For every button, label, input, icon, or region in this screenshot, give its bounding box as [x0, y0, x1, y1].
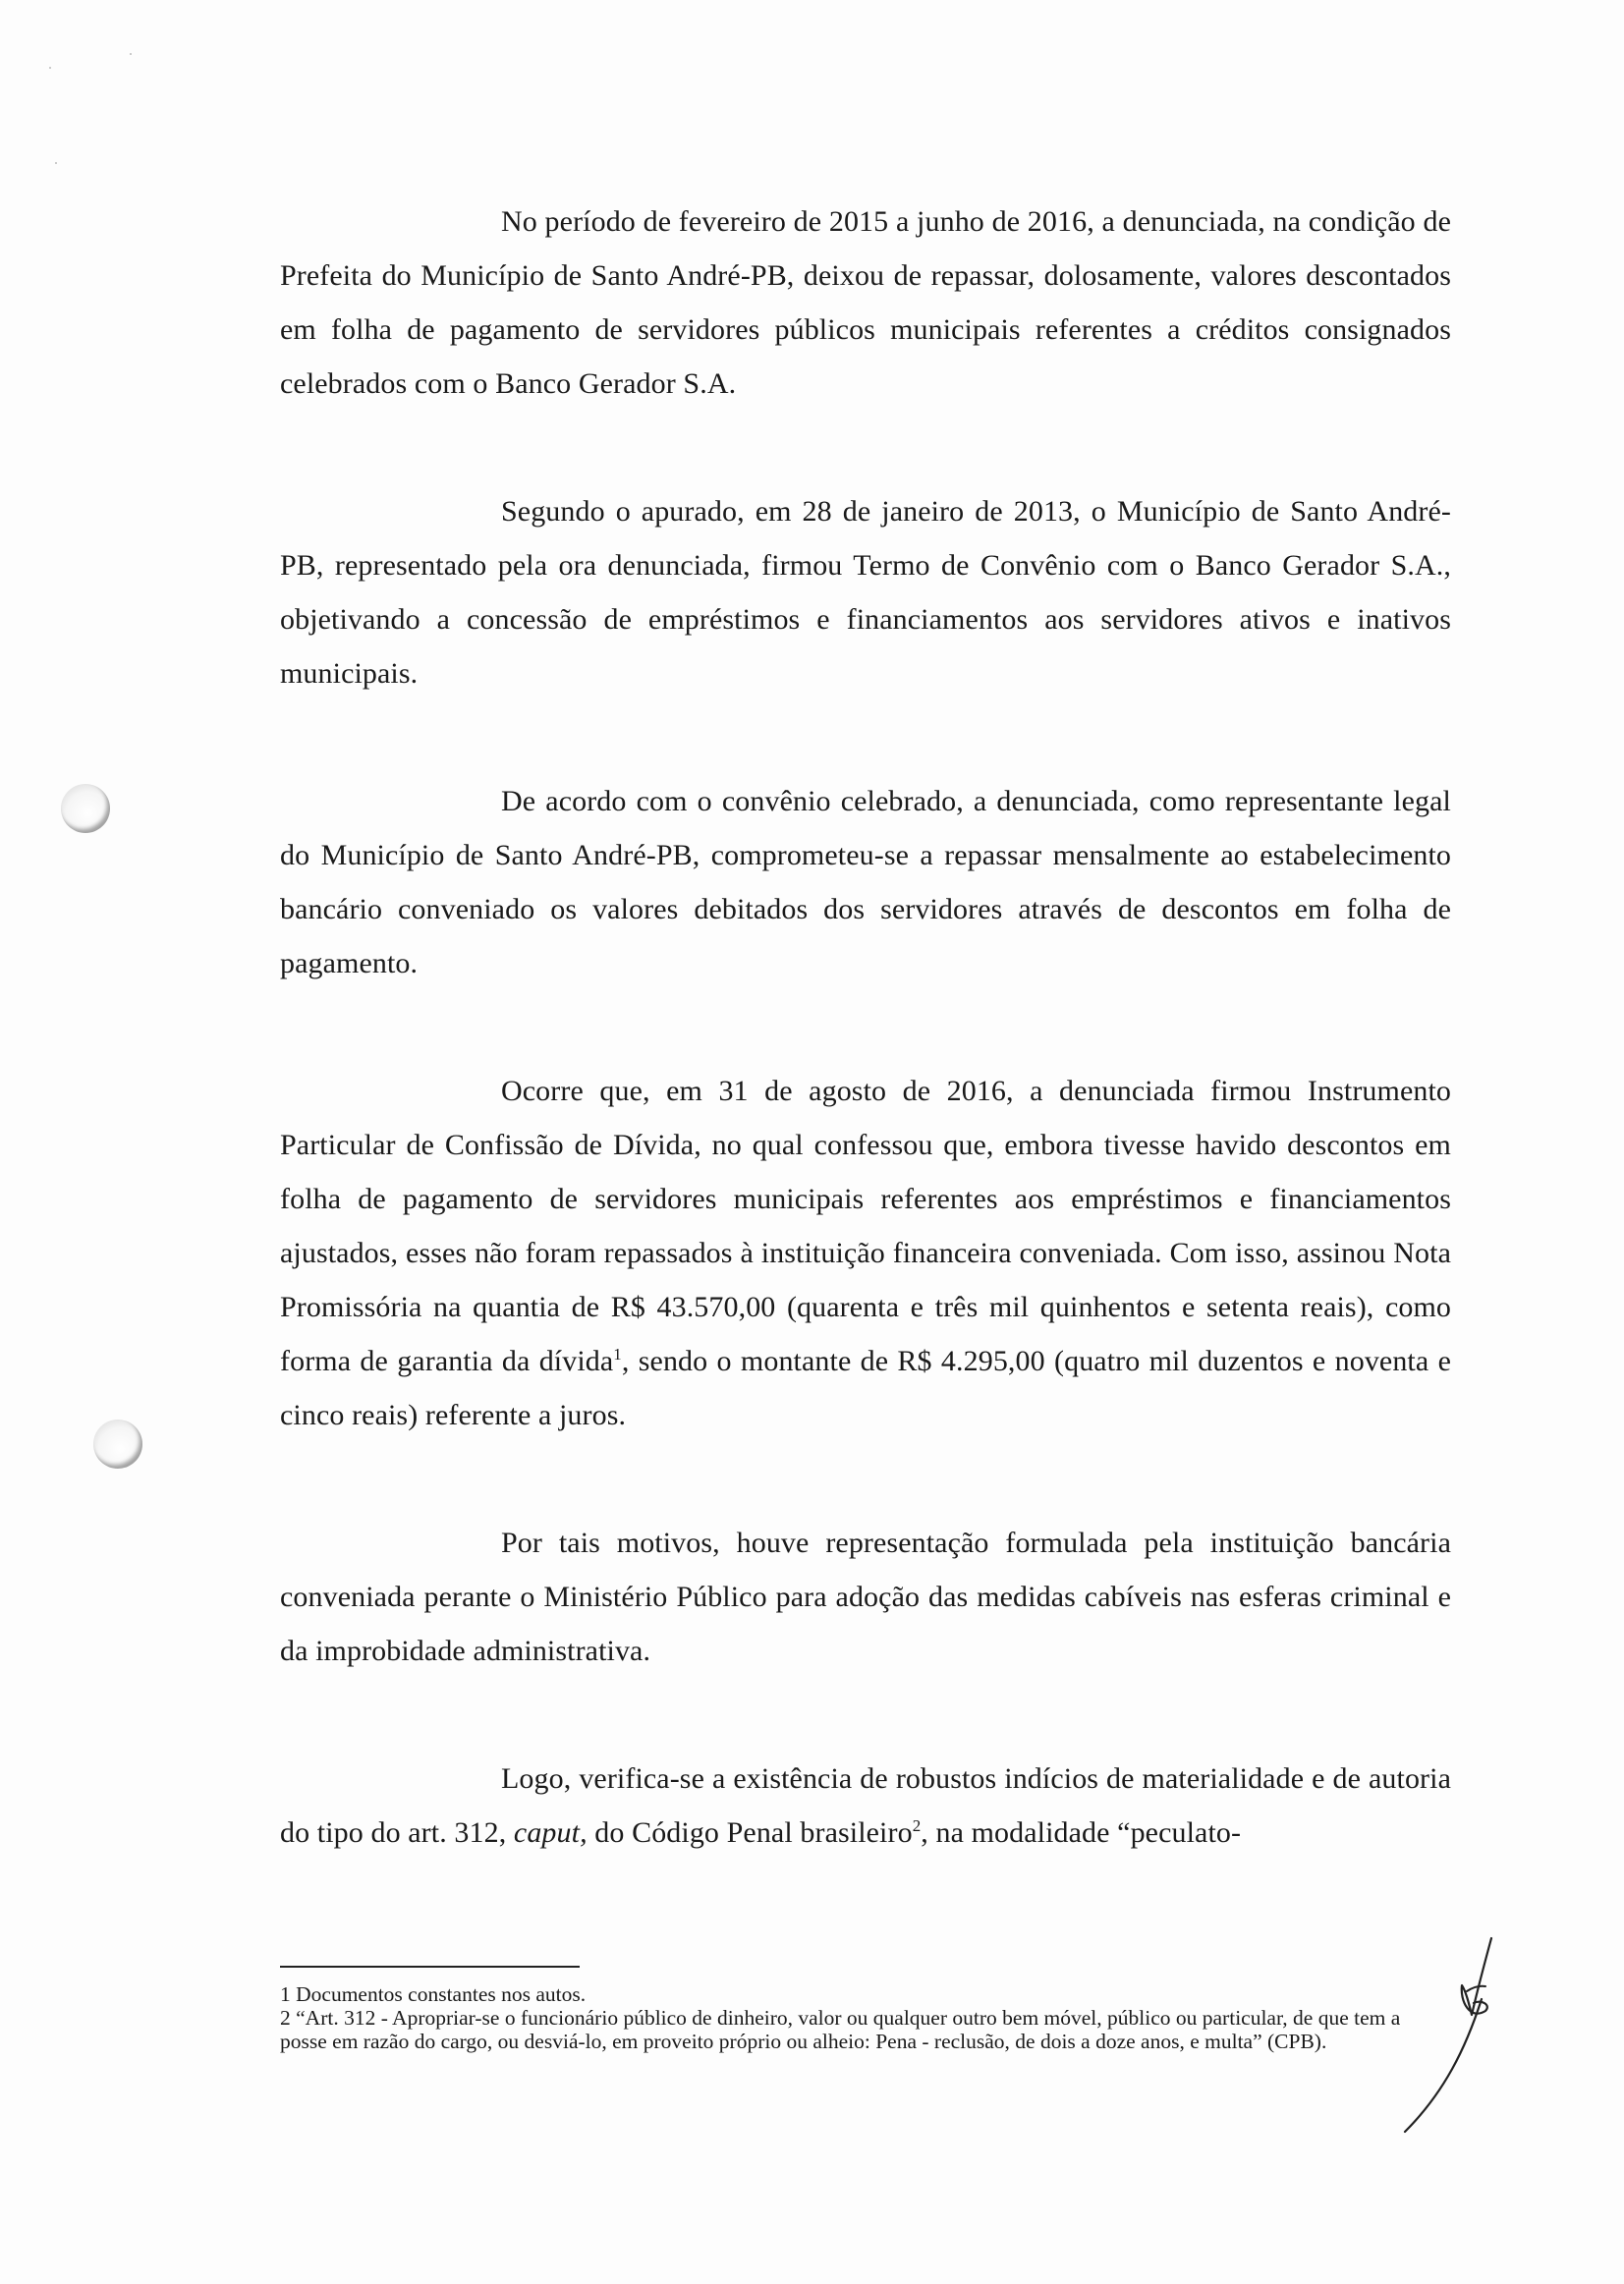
- footnotes: [280, 1982, 1439, 2053]
- signature-initials: [1375, 1930, 1513, 2146]
- paragraph-1: No período de fevereiro de 2015 a junho de 2016, a denunciada, na condição de Prefeita do Município de Santo André-PB, deixou de repassar, dolosamente, valores descontados em folha de pagamento de servidores públicos municipais referentes a créditos consignados celebrados com o Banco Gerador S.A.: [280, 205, 1451, 400]
- footnote-ref-2: 2: [912, 1816, 922, 1835]
- paragraph-5: Por tais motivos, houve representação formulada pela instituição bancária conveniada perante o Ministério Público para adoção das medidas cabíveis nas esferas criminal e da improbidade administrativa.: [280, 1527, 1451, 1667]
- footnote-2: 2 “Art. 312 - Apropriar-se o funcionário público de dinheiro, valor ou qualquer outro bem móvel, público ou particular, de que tem a posse em razão do cargo, ou desviá-lo, em proveito próprio ou alheio: Pena - reclusão, de dois a doze anos, e multa” (CPB).: [280, 2006, 1401, 2053]
- footnote-1: 1 Documentos constantes nos autos.: [280, 1982, 587, 2006]
- footnote-ref-1: 1: [613, 1345, 622, 1364]
- punch-hole: [61, 784, 110, 833]
- punch-hole: [93, 1420, 142, 1469]
- paragraph-6-text-b: do Código Penal brasileiro: [587, 1816, 913, 1849]
- scan-speck: [55, 162, 57, 164]
- paragraph-6: [280, 1752, 1451, 1860]
- paragraph-4: [280, 1064, 1451, 1442]
- footnote-divider: [280, 1966, 580, 1968]
- scan-speck: [130, 53, 132, 55]
- paragraph-2: Segundo o apurado, em 28 de janeiro de 2013, o Município de Santo André-PB, representado pela ora denunciada, firmou Termo de Convênio com o Banco Gerador S.A., objetivando a concessão de empréstimos e financiamentos aos servidores ativos e inativos municipais.: [280, 495, 1451, 690]
- paragraph-3: De acordo com o convênio celebrado, a denunciada, como representante legal do Município de Santo André-PB, comprometeu-se a repassar mensalmente ao estabelecimento bancário conveniado os valores debitados dos servidores através de descontos em folha de pagamento.: [280, 785, 1451, 979]
- paragraph-4-text-a: Ocorre que, em 31 de agosto de 2016, a denunciada firmou Instrumento Particular de Confissão de Dívida, no qual confessou que, embora tivesse havido descontos em folha de pagamento de servidores municipais referentes aos empréstimos e financiamentos ajustados, esses não foram repassados à instituição financeira conveniada. Com isso, assinou Nota Promissória na quantia de R$ 43.570,00 (quarenta e três mil quinhentos e setenta reais), como forma de garantia da dívida: [280, 1075, 1451, 1377]
- paragraph-6-italic: caput,: [513, 1816, 588, 1849]
- document-body: [280, 195, 1451, 1860]
- paragraph-4-text-b: , sendo o montante de R$ 4.295,00 (quatro mil duzentos e noventa e cinco reais) referente a juros.: [280, 1345, 1451, 1431]
- paragraph-6-text-a: Logo, verifica-se a existência de robustos indícios de materialidade e de autoria do tipo do art. 312,: [280, 1762, 1451, 1849]
- scan-speck: [49, 67, 51, 69]
- paragraph-6-text-c: , na modalidade “peculato-: [921, 1816, 1242, 1849]
